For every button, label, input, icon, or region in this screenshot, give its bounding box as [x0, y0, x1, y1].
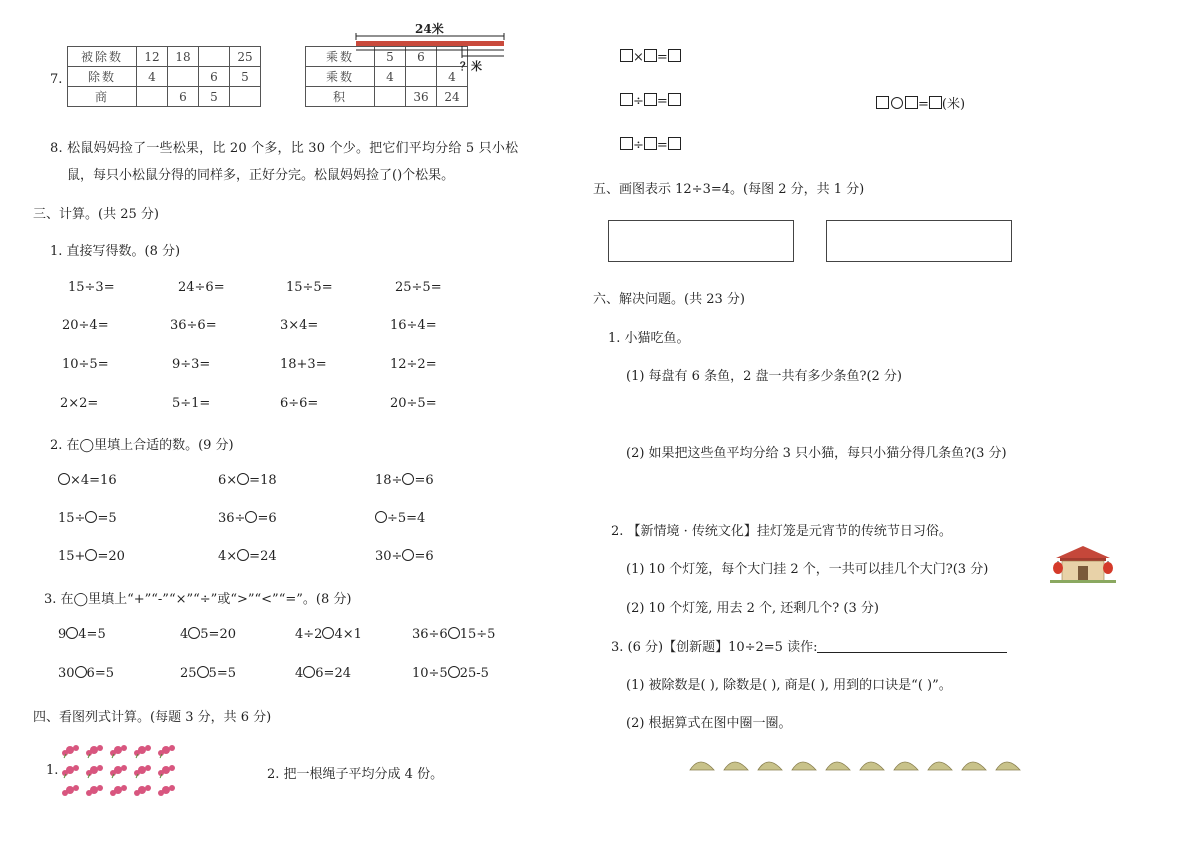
sec3-part1-title: 1. 直接写得数。(8 分)	[50, 244, 181, 259]
equals-sign: =	[656, 94, 668, 109]
expr-right: 4=5	[78, 627, 106, 642]
operator-item	[295, 627, 362, 642]
answer-box[interactable]	[668, 137, 681, 150]
table-cell: 6	[406, 47, 437, 67]
equals-sign: =	[656, 138, 668, 153]
sec4-item1-label: 1.	[46, 763, 59, 778]
table-cell: 6	[168, 87, 199, 107]
calc-item: 12÷2=	[390, 357, 437, 372]
expr-left: 9	[58, 627, 67, 642]
table-cell: 5	[230, 67, 261, 87]
operator-item	[295, 666, 351, 681]
sec6-q1-a: (1) 每盘有 6 条鱼，2 盘一共有多少条鱼?(2 分)	[626, 369, 903, 384]
answer-box[interactable]	[644, 93, 657, 106]
operator-item	[180, 666, 236, 681]
calc-item: 15÷5=	[286, 280, 333, 295]
answer-box[interactable]	[929, 96, 942, 109]
q8-line1: 8. 松鼠妈妈捡了一些松果，比 20 个多，比 30 个少。把它们平均分给 5 只小松	[50, 141, 519, 156]
expr-left: 30	[58, 666, 75, 681]
rope-question-label: ？米	[460, 60, 482, 73]
fill-circle-item	[218, 511, 277, 526]
division-table	[67, 46, 261, 107]
calc-item: 18+3=	[280, 357, 327, 372]
fill-circle-item	[58, 549, 125, 564]
calc-item: 15÷3=	[68, 280, 115, 295]
sec6-q2-title: 2. 【新情境 · 传统文化】挂灯笼是元宵节的传统节日习俗。	[611, 524, 952, 539]
expr-right: 6=24	[315, 666, 351, 681]
expr-left: 25	[180, 666, 197, 681]
fill-circle-item	[218, 549, 277, 564]
equals-sign: =	[656, 50, 668, 65]
answer-circle[interactable]	[85, 549, 97, 561]
expr-left: 18÷	[375, 473, 403, 488]
table-cell: 乘数	[306, 67, 375, 87]
section-5-title: 五、画图表示 12÷3=4。(每图 2 分，共 1 分)	[593, 182, 865, 197]
answer-box[interactable]	[876, 96, 889, 109]
expr-left: 10÷5	[412, 666, 448, 681]
drawing-box-2[interactable]	[826, 220, 1012, 262]
table-cell	[230, 87, 261, 107]
sec6-q2-b: (2) 10 个灯笼, 用去 2 个, 还剩几个? (3 分)	[626, 601, 879, 616]
operator-item	[58, 627, 106, 642]
expr-right: 15÷5	[459, 627, 496, 642]
answer-circle[interactable]	[402, 549, 414, 561]
rope-total-label: 24米	[415, 22, 444, 36]
expr-left: 4×	[218, 549, 238, 564]
expr-left: 4	[295, 666, 304, 681]
table-cell	[137, 87, 168, 107]
table-cell: 积	[306, 87, 375, 107]
answer-box[interactable]	[668, 93, 681, 106]
sec3-part2-title: 2. 在◯里填上合适的数。(9 分)	[50, 438, 234, 453]
calc-item: 6÷6=	[280, 396, 319, 411]
answer-circle[interactable]	[322, 627, 334, 639]
sec6-q3-title	[611, 636, 1007, 655]
expr-right: =6	[414, 549, 434, 564]
answer-circle[interactable]	[58, 473, 70, 485]
table-cell: 36	[406, 87, 437, 107]
expr-left: 36÷6	[412, 627, 448, 642]
table-cell: 乘数	[306, 47, 375, 67]
answer-circle[interactable]	[188, 627, 200, 639]
flower-group-image	[62, 742, 180, 800]
operator: ×	[633, 50, 644, 65]
expr-left: 15÷	[58, 511, 86, 526]
table-cell: 4	[437, 67, 468, 87]
read-as-blank[interactable]	[817, 640, 1007, 653]
table-cell: 4	[375, 67, 406, 87]
answer-box[interactable]	[620, 49, 633, 62]
expr-right: =20	[97, 549, 125, 564]
answer-circle[interactable]	[237, 549, 249, 561]
expr-left: 4	[180, 627, 189, 642]
sec6-q2-a: (1) 10 个灯笼，每个大门挂 2 个，一共可以挂几个大门?(3 分)	[626, 562, 989, 577]
sec6-q1-title: 1. 小猫吃鱼。	[608, 331, 690, 346]
calc-item: 25÷5=	[395, 280, 442, 295]
expr-right: =6	[257, 511, 277, 526]
fill-circle-item	[375, 473, 434, 488]
expr-left: 36÷	[218, 511, 246, 526]
q8-line2: 鼠，每只小松鼠分得的同样多，正好分完。松鼠妈妈捡了()个松果。	[67, 168, 455, 183]
house-lantern-image	[1046, 544, 1120, 584]
answer-circle[interactable]	[375, 511, 387, 523]
fill-circle-item	[218, 473, 277, 488]
table-cell: 6	[199, 67, 230, 87]
unit-label: (米)	[941, 97, 966, 112]
formula-blank-1	[620, 49, 681, 65]
table-cell: 18	[168, 47, 199, 67]
sec6-q3-a: (1) 被除数是( ), 除数是( ), 商是( ), 用到的口诀是“( )”。	[626, 678, 952, 693]
expr-left: 4÷2	[295, 627, 323, 642]
formula-blank-4	[876, 93, 965, 112]
calc-item: 2×2=	[60, 396, 99, 411]
answer-box[interactable]	[668, 49, 681, 62]
formula-blank-3	[620, 137, 681, 153]
sec6-q3-b: (2) 根据算式在图中圈一圈。	[626, 716, 792, 731]
answer-circle[interactable]	[448, 666, 460, 678]
table-cell: 4	[137, 67, 168, 87]
answer-circle[interactable]	[197, 666, 209, 678]
section-6-title: 六、解决问题。(共 23 分)	[593, 292, 745, 307]
answer-circle[interactable]	[448, 627, 460, 639]
answer-box[interactable]	[644, 137, 657, 150]
table-cell: 5	[375, 47, 406, 67]
fill-circle-item	[375, 549, 434, 564]
calc-item: 16÷4=	[390, 318, 437, 333]
calc-item: 3×4=	[280, 318, 319, 333]
rope-diagram	[352, 32, 512, 72]
equals-sign: =	[918, 97, 929, 112]
fill-circle-item	[58, 511, 117, 526]
expr-right: 25-5	[459, 666, 489, 681]
expr-left: 15+	[58, 549, 86, 564]
answer-circle[interactable]	[402, 473, 414, 485]
answer-box[interactable]	[905, 96, 918, 109]
table-cell: 被除数	[68, 47, 137, 67]
q3-title-text: 3. (6 分)【创新题】10÷2=5 读作:	[611, 640, 818, 655]
table-cell: 商	[68, 87, 137, 107]
drawing-box-1[interactable]	[608, 220, 794, 262]
operator-item	[58, 666, 114, 681]
sec3-part3-title: 3. 在◯里填上“+”“-”“×”“÷”或“>”“<”“=”。(8 分)	[44, 592, 352, 607]
section-4-title: 四、看图列式计算。(每题 3 分，共 6 分)	[33, 710, 272, 725]
expr-left: 6×	[218, 473, 238, 488]
calc-item: 24÷6=	[178, 280, 225, 295]
table-cell: 24	[437, 87, 468, 107]
answer-circle[interactable]	[75, 666, 87, 678]
expr-right: ×4=16	[70, 473, 117, 488]
table-cell: 5	[199, 87, 230, 107]
table-cell: 除数	[68, 67, 137, 87]
fill-circle-item	[58, 473, 117, 488]
table-cell	[375, 87, 406, 107]
table-cell	[199, 47, 230, 67]
operator-item	[180, 627, 236, 642]
expr-right: 4×1	[334, 627, 362, 642]
answer-circle[interactable]	[245, 511, 257, 523]
expr-right: ÷5=4	[387, 511, 426, 526]
table-cell: 12	[137, 47, 168, 67]
expr-right: =18	[249, 473, 277, 488]
sec6-q1-b: (2) 如果把这些鱼平均分给 3 只小猫，每只小猫分得几条鱼?(3 分)	[626, 446, 1007, 461]
calc-item: 10÷5=	[62, 357, 109, 372]
answer-box[interactable]	[620, 93, 633, 106]
section-3-title: 三、计算。(共 25 分)	[33, 207, 159, 222]
expr-right: =6	[414, 473, 434, 488]
operator: ÷	[633, 94, 644, 109]
operator-item	[412, 627, 495, 642]
calc-item: 36÷6=	[170, 318, 217, 333]
calc-item: 20÷5=	[390, 396, 437, 411]
answer-circle[interactable]	[66, 627, 78, 639]
calc-item: 5÷1=	[172, 396, 211, 411]
expr-right: =24	[249, 549, 277, 564]
expr-right: 5=5	[208, 666, 236, 681]
expr-right: 5=20	[200, 627, 236, 642]
operator-circle[interactable]	[891, 97, 903, 109]
answer-box[interactable]	[620, 137, 633, 150]
answer-box[interactable]	[644, 49, 657, 62]
answer-circle[interactable]	[85, 511, 97, 523]
fill-circle-item	[375, 511, 425, 526]
expr-right: 6=5	[86, 666, 114, 681]
shell-row-image	[686, 752, 1026, 776]
q7-number: 7.	[50, 72, 63, 87]
table-cell	[168, 67, 199, 87]
calc-item: 20÷4=	[62, 318, 109, 333]
formula-blank-2	[620, 93, 681, 109]
calc-item: 9÷3=	[172, 357, 211, 372]
table-cell: 25	[230, 47, 261, 67]
expr-left: 30÷	[375, 549, 403, 564]
operator: ÷	[633, 138, 644, 153]
sec4-item2-text: 2. 把一根绳子平均分成 4 份。	[267, 767, 444, 782]
operator-item	[412, 666, 489, 681]
answer-circle[interactable]	[237, 473, 249, 485]
answer-circle[interactable]	[303, 666, 315, 678]
expr-right: =5	[97, 511, 117, 526]
